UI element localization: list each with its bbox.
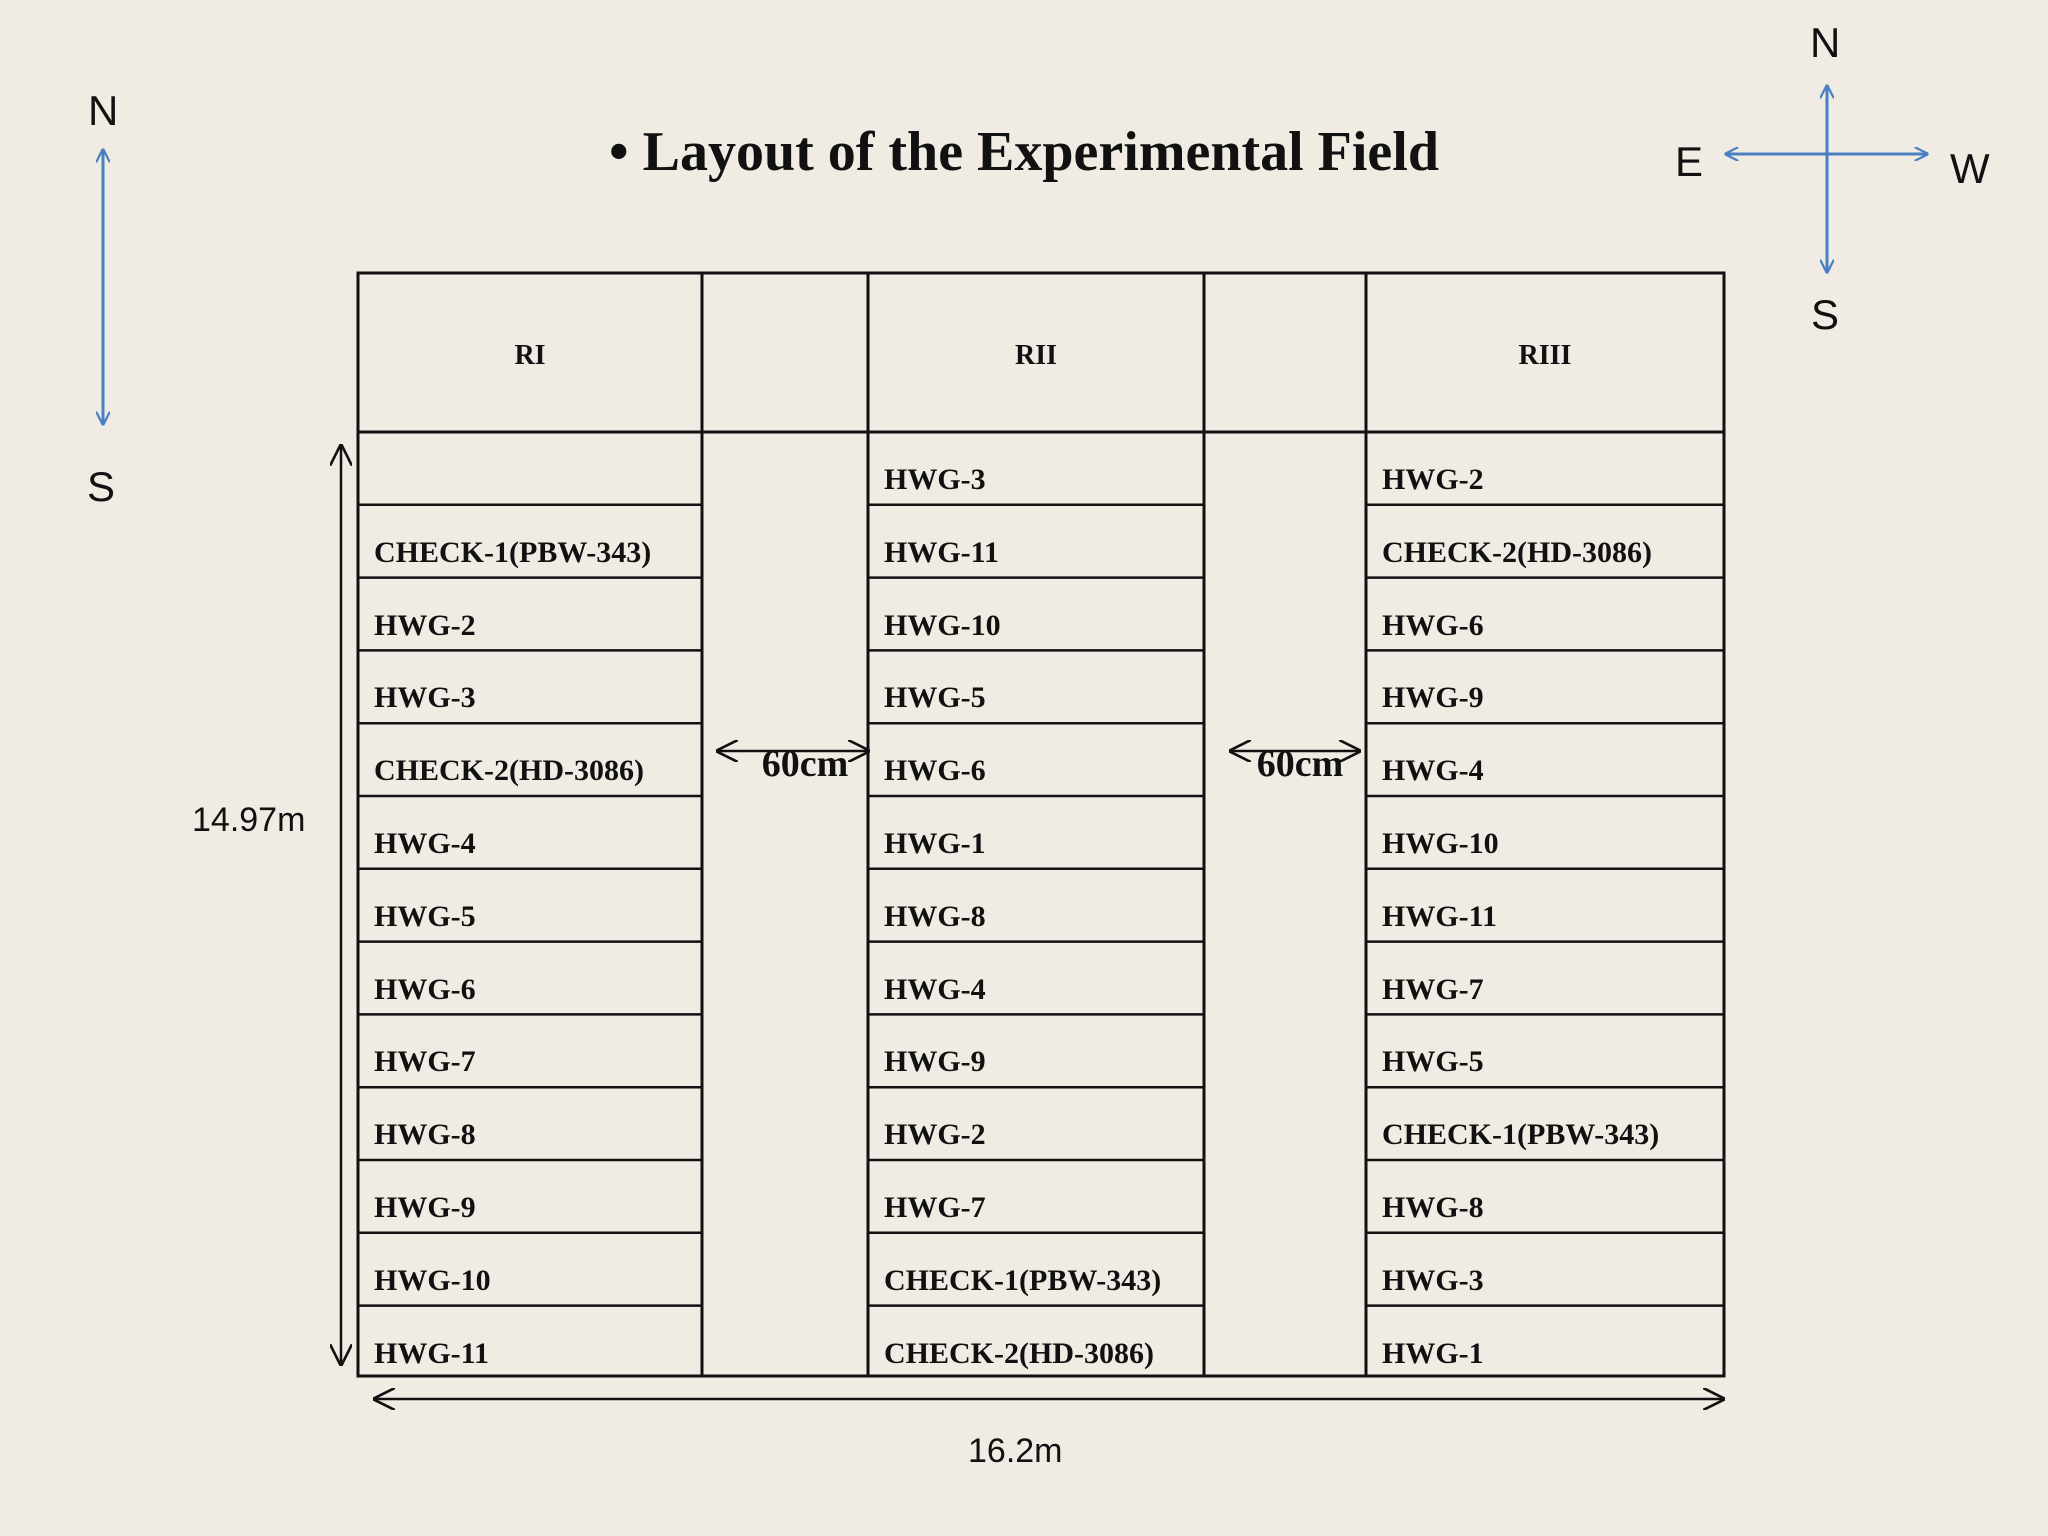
plot-cell: HWG-10: [374, 1263, 491, 1297]
plot-cell: HWG-8: [374, 1118, 476, 1152]
plot-cell: CHECK-2(HD-3086): [374, 754, 644, 788]
gap-label-2: 60cm: [1256, 743, 1344, 785]
width-dimension-label: 16.2m: [968, 1432, 1063, 1470]
compass-west-label: W: [1950, 145, 1990, 192]
plot-cell: HWG-3: [1382, 1263, 1484, 1297]
plot-cell: HWG-8: [1382, 1191, 1484, 1224]
plot-cell: HWG-9: [1382, 681, 1484, 715]
plot-cell: HWG-6: [1382, 608, 1484, 642]
plot-cell: HWG-2: [1382, 463, 1484, 496]
plot-cell: HWG-5: [1382, 1045, 1484, 1079]
left-south-label: S: [87, 463, 116, 510]
plot-cell: HWG-7: [374, 1045, 476, 1079]
replication-header-ri: RI: [514, 340, 546, 371]
plot-cell: HWG-7: [884, 1191, 986, 1224]
plot-cell: HWG-7: [1382, 972, 1484, 1006]
gap-label-1: 60cm: [761, 743, 849, 785]
plot-cell: HWG-2: [374, 608, 476, 642]
plot-cell: HWG-6: [884, 754, 986, 788]
plot-cell: CHECK-1(PBW-343): [374, 535, 652, 569]
plot-cell: HWG-6: [374, 972, 476, 1006]
plot-cell: HWG-5: [374, 899, 476, 933]
plot-cell: CHECK-2(HD-3086): [1382, 535, 1652, 569]
compass-east-label: E: [1675, 138, 1704, 185]
replication-header-rii: RII: [1014, 340, 1057, 371]
plot-cell: HWG-4: [884, 972, 986, 1006]
plot-cell: HWG-10: [884, 608, 1001, 642]
plot-cell: HWG-4: [374, 827, 476, 860]
plot-cell: HWG-9: [884, 1045, 986, 1079]
plot-cell: HWG-4: [1382, 754, 1484, 788]
plot-cell: HWG-1: [884, 827, 986, 860]
plot-cell: HWG-11: [374, 1336, 490, 1370]
plot-cell: HWG-1: [1382, 1336, 1484, 1370]
left-north-label: N: [88, 87, 119, 134]
plot-cell: HWG-9: [374, 1191, 476, 1224]
plot-cell: HWG-11: [884, 535, 1000, 569]
plot-cell: HWG-11: [1382, 899, 1498, 933]
plot-cell: CHECK-2(HD-3086): [884, 1336, 1154, 1370]
plot-cell: HWG-2: [884, 1118, 986, 1152]
plot-cell: HWG-3: [884, 463, 986, 496]
plot-cell: HWG-10: [1382, 827, 1499, 860]
plot-cell: CHECK-1(PBW-343): [1382, 1118, 1660, 1152]
field-frame: [358, 273, 1724, 1376]
plot-cell: HWG-8: [884, 899, 986, 933]
page-title: • Layout of the Experimental Field: [609, 121, 1439, 183]
replication-header-riii: RIII: [1518, 340, 1572, 371]
plot-cell: HWG-3: [374, 681, 476, 715]
plot-cell: HWG-5: [884, 681, 986, 715]
height-dimension-label: 14.97m: [192, 801, 306, 839]
compass-north-label: N: [1810, 19, 1841, 66]
compass-south-label: S: [1811, 291, 1840, 338]
plot-cell: CHECK-1(PBW-343): [884, 1263, 1162, 1297]
